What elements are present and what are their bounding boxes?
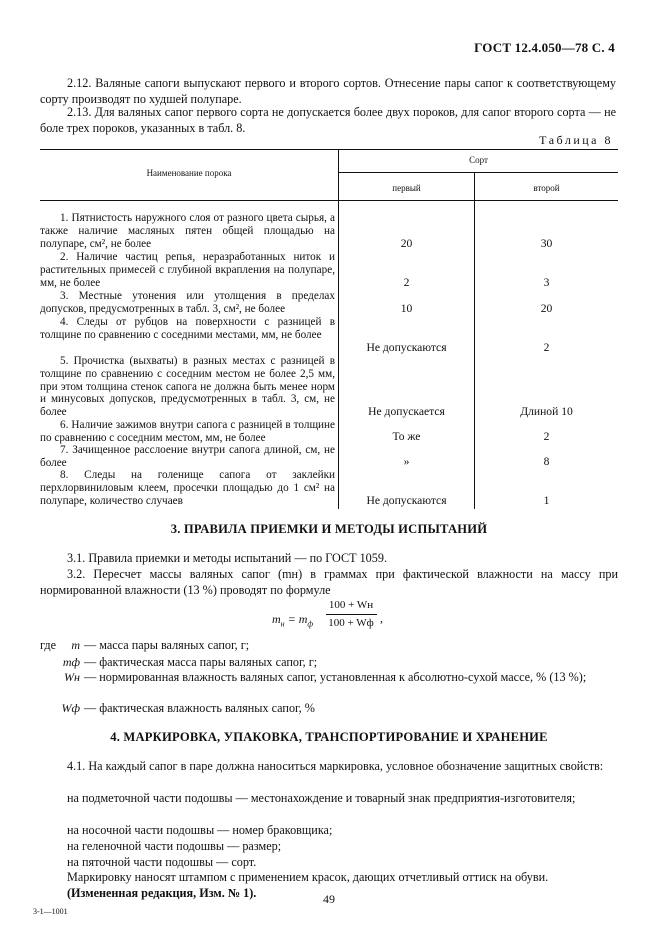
table-row-7-second: 8 (543, 455, 550, 468)
document-header: ГОСТ 12.4.050—78 С. 4 (474, 40, 615, 55)
table-row-4-name: 4. Следы от рубцов на поверхности с разницей в толщине по сравнению с соседними местами, мм, не более (40, 316, 335, 341)
table-row-8-first: Не допускаются (366, 494, 447, 507)
section-4-title: 4. МАРКИРОВКА, УПАКОВКА, ТРАНСПОРТИРОВАНИЕ И ХРАНЕНИЕ (110, 730, 548, 744)
paragraph-2-12: 2.12. Валяные сапоги выпускают первого и второго сортов. Отнесение пары сапог к соответствующему сорту производят по худшей полупаре. (40, 76, 616, 106)
table-row-4-first: Не допускаются (366, 341, 447, 354)
def-text-wn: — нормированная влажность валяных сапог, установленная к абсолютно-сухой массе, % (13 %); (84, 670, 587, 684)
def-sym-m: m (71, 638, 80, 652)
marking-line-2: на носочной части подошвы — номер браковщика; (67, 823, 333, 837)
table-row-5-second: Длиной 10 (520, 405, 573, 418)
paragraph-3-2: 3.2. Пересчет массы валяных сапог (mн) в граммах при фактической влажности на массу при нормированной влажности (13 %) проводят по формуле (40, 567, 618, 597)
formula-numerator: 100 + Wн (328, 599, 374, 611)
formula-comma: , (380, 611, 383, 625)
def-sym-wf: Wф (61, 701, 80, 715)
table-header-name: Наименование порока (146, 168, 232, 178)
table-row-5-name: 5. Прочистка (выхваты) в разных местах с разницей в толщине по сравнению с соседним местом не более 2,5 мм, при этом толщина стенок сапога не должна быть менее норм и минусовых допусков, предусмотренных в табл. 3, см, не более (40, 355, 335, 419)
table-row-8-second: 1 (543, 494, 550, 507)
table-row-3-second: 20 (540, 302, 553, 315)
paragraph-3-1: 3.1. Правила приемки и методы испытаний — по ГОСТ 1059. (67, 551, 388, 565)
table-row-2-first: 2 (403, 276, 410, 289)
formula-denominator: 100 + Wф (328, 617, 374, 629)
formula-lhs: $m_н = m_ф$ (272, 612, 314, 629)
table-caption: Таблица 8 (539, 133, 613, 147)
def-text-m: — масса пары валяных сапог, г; (84, 638, 250, 652)
marking-line-3: на геленочной части подошвы — размер; (67, 839, 282, 853)
table-row-1-name: 1. Пятнистость наружного слоя от разного цвета сырья, а также наличие масляных пятен общей площадью на полупаре, см², не более (40, 212, 335, 250)
def-sym-mf: mф (62, 655, 80, 669)
table-row-1-second: 30 (540, 237, 553, 250)
table-header-bottom-border (40, 200, 618, 201)
table-row-4-second: 2 (543, 341, 550, 354)
def-sym-wn: Wн (64, 670, 80, 684)
table-row-3-name: 3. Местные утонения или утолщения в пределах допусков, предусмотренных в табл. 3, см², не более (40, 290, 335, 315)
where-label: где (40, 638, 57, 652)
table-row-2-name: 2. Наличие частиц репья, неразработанных ниток и растительных примесей с глубиной вкрапления на полупаре, мм, не более (40, 251, 335, 289)
marking-line-5: Маркировку наносят штампом с применением красок, дающих отчетливый оттиск на обуви. (67, 870, 549, 884)
table-header-second: второй (533, 183, 560, 193)
table-row-6-name: 6. Наличие зажимов внутри сапога с разницей в толщине по сравнению с соседним местом, мм, не более (40, 419, 335, 444)
table-row-6-second: 2 (543, 430, 550, 443)
print-code: 3-1—1001 (33, 907, 68, 916)
table-row-2-second: 3 (543, 276, 550, 289)
marking-line-4: на пяточной части подошвы — сорт. (67, 855, 257, 869)
table-row-7-name: 7. Зачищенное расслоение внутри сапога длиной, см, не более (40, 444, 335, 469)
table-header-first: первый (392, 183, 421, 193)
table-row-8-name: 8. Следы на голенище сапога от заклейки перхлорвиниловым клеем, просечки площадью до 1 см² на полупаре, количество случаев (40, 469, 335, 507)
paragraph-4-1: 4.1. На каждый сапог в паре должна наноситься маркировка, условное обозначение защитных свойств: (67, 759, 604, 773)
paragraph-2-13: 2.13. Для валяных сапог первого сорта не допускается более двух пороков, для сапог второго сорта — не боле трех пороков, указанных в табл. 8. (40, 105, 616, 135)
def-text-mf: — фактическая масса пары валяных сапог, г; (84, 655, 318, 669)
table-row-6-first: То же (392, 430, 421, 443)
table-row-1-first: 20 (400, 237, 413, 250)
def-text-wf: — фактическая влажность валяных сапог, % (84, 701, 315, 715)
table-subheader-line (339, 172, 618, 173)
amendment-note: (Измененная редакция, Изм. № 1). (67, 886, 257, 900)
table-header-sort: Сорт (469, 155, 488, 165)
table-top-border (40, 149, 618, 150)
page-number: 49 (323, 892, 335, 906)
section-3-heading-wrap (40, 522, 618, 537)
marking-line-1: на подметочной части подошвы — местонахождение и товарный знак предприятия-изготовителя; (67, 791, 576, 805)
table-row-7-first: » (403, 455, 410, 468)
section-3-title: 3. ПРАВИЛА ПРИЕМКИ И МЕТОДЫ ИСПЫТАНИЙ (170, 522, 488, 536)
section-4-heading-wrap (40, 730, 618, 745)
formula-fraction-bar (326, 614, 377, 615)
table-row-5-first: Не допускается (368, 405, 445, 418)
table-row-3-first: 10 (400, 302, 413, 315)
